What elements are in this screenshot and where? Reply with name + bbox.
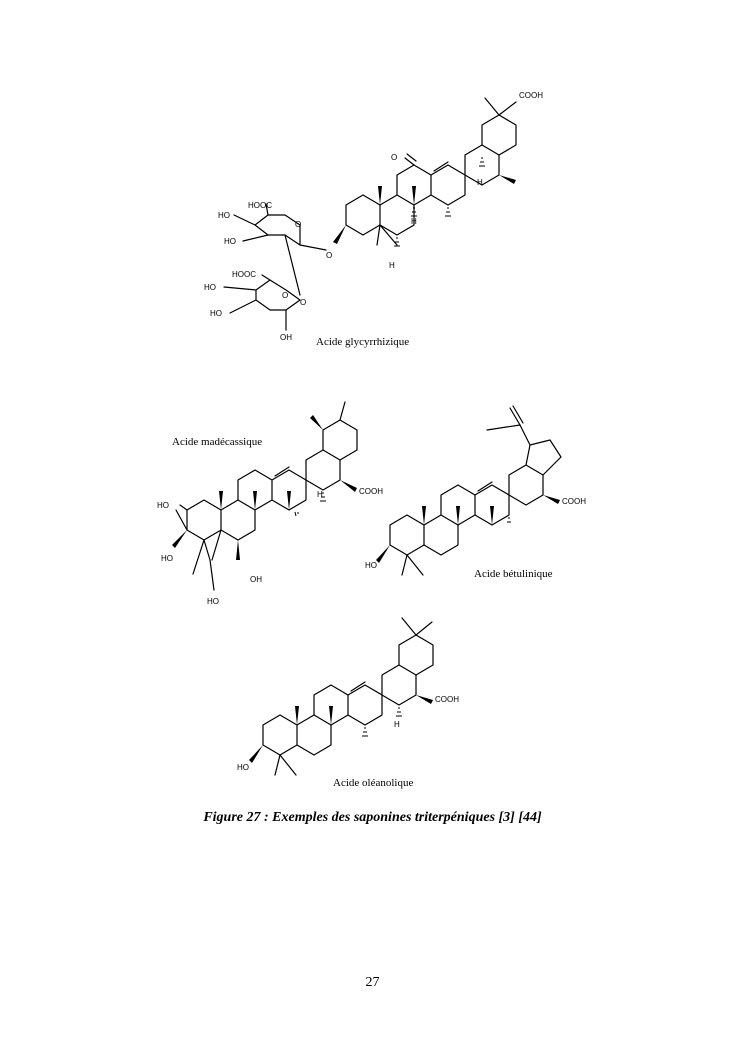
- o-label: O: [282, 291, 289, 300]
- ho-label: HO: [157, 501, 169, 510]
- ho-label: HO: [237, 763, 249, 772]
- hooc-label: HOOC: [248, 201, 272, 210]
- h-label: H: [394, 720, 400, 729]
- cooh-label: COOH: [562, 497, 586, 506]
- glycyrrhizic-acid-structure: [204, 91, 543, 348]
- oxo-label: O: [391, 153, 398, 162]
- ho-label: HO: [210, 309, 222, 318]
- cooh-label: COOH: [519, 91, 543, 100]
- h-label: H: [411, 217, 417, 226]
- oh-label: OH: [280, 333, 292, 342]
- molecule-name: Acide bétulinique: [474, 568, 553, 580]
- molecule-name: Acide glycyrrhizique: [316, 336, 410, 348]
- page-number: 27: [365, 975, 380, 990]
- ho-label: HO: [224, 237, 236, 246]
- cooh-label: COOH: [359, 487, 383, 496]
- ho-label: HO: [207, 597, 219, 606]
- o-label: O: [295, 220, 302, 229]
- betulinic-acid-structure: [365, 406, 586, 580]
- h-label: H: [389, 261, 395, 270]
- hooc-label: HOOC: [232, 270, 256, 279]
- h-label: H: [477, 178, 483, 187]
- oh-label: OH: [250, 575, 262, 584]
- ho-label: HO: [161, 554, 173, 563]
- ho-label: HO: [365, 561, 377, 570]
- oleanolic-acid-structure: [237, 618, 459, 789]
- o-label: O: [326, 251, 333, 260]
- cooh-label: COOH: [435, 695, 459, 704]
- ho-label: HO: [204, 283, 216, 292]
- molecule-name: Acide madécassique: [172, 436, 263, 448]
- figure-caption: Figure 27 : Exemples des saponines triterpéniques [3] [44]: [203, 810, 542, 825]
- h-label: H: [317, 490, 323, 499]
- ho-label: HO: [218, 211, 230, 220]
- o-label: O: [300, 298, 307, 307]
- madecassic-acid-structure: [157, 402, 383, 606]
- molecule-name: Acide oléanolique: [333, 777, 414, 789]
